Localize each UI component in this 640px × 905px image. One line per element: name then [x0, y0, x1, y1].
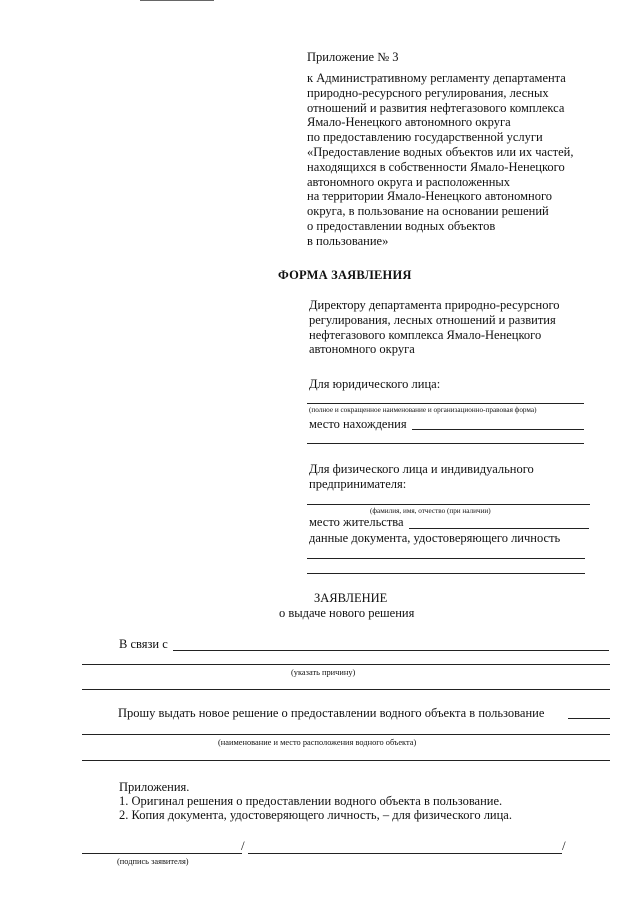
individual-heading-1: Для физического лица и индивидуального [309, 462, 534, 476]
reason-line-2[interactable] [82, 664, 610, 665]
statement-title: ЗАЯВЛЕНИЕ [314, 591, 388, 605]
addressee-line: нефтегазового комплекса Ямало-Ненецкого [309, 327, 542, 342]
legal-entity-name-hint: (полное и сокращенное наименование и организационно-правовая форма) [309, 406, 537, 414]
signature-line[interactable] [82, 853, 242, 854]
document-label: данные документа, удостоверяющего личность [309, 531, 561, 545]
location-label: место нахождения [309, 417, 407, 431]
appendix-line: Ямало-Ненецкого автономного округа [307, 115, 511, 130]
addressee-line: регулирования, лесных отношений и развития [309, 312, 556, 327]
legal-entity-name-line[interactable] [307, 403, 584, 404]
individual-name-line[interactable] [307, 504, 590, 505]
addressee-line: автономного округа [309, 342, 415, 357]
addressee-line: Директору департамента природно-ресурсного [309, 298, 560, 312]
residence-label: место жительства [309, 515, 404, 529]
location-line-2[interactable] [307, 443, 584, 444]
individual-name-hint: (фамилия, имя, отчество (при наличии) [370, 507, 491, 515]
reason-hint: (указать причину) [291, 668, 356, 677]
reason-label: В связи с [119, 637, 168, 651]
appendix-line: по предоставлению государственной услуги [307, 130, 543, 145]
appendix-line: находящихся в собственности Ямало-Ненецкого [307, 159, 565, 174]
water-object-hint: (наименование и место расположения водного объекта) [218, 738, 417, 747]
appendix-text [307, 71, 573, 249]
signature-separator-1: / [241, 838, 245, 853]
statement-subtitle: о выдаче нового решения [279, 606, 415, 620]
signature-name-line[interactable] [248, 853, 562, 854]
location-line[interactable] [412, 429, 584, 430]
addressee [309, 298, 560, 357]
individual-heading-2: предпринимателя: [309, 477, 407, 491]
legal-entity-heading: Для юридического лица: [309, 377, 441, 391]
reason-line-3[interactable] [82, 689, 610, 690]
appendix-line: на территории Ямало-Ненецкого автономного [307, 189, 553, 204]
appendix-line: «Предоставление водных объектов или их частей, [307, 144, 574, 159]
form-title: ФОРМА ЗАЯВЛЕНИЯ [278, 268, 412, 282]
appendix-line: природно-ресурсного регулирования, лесных [307, 85, 549, 100]
appendix-number: Приложение № 3 [307, 50, 399, 64]
water-object-line-1[interactable] [82, 734, 610, 735]
scan-top-mark [140, 0, 214, 1]
document-line-1[interactable] [307, 558, 585, 559]
attachment-item-1: 1. Оригинал решения о предоставлении водного объекта в пользование. [119, 794, 503, 808]
appendix-line: автономного округа и расположенных [307, 174, 511, 189]
appendix-line: округа, в пользование на основании решений [307, 204, 549, 219]
appendix-line: отношений и развития нефтегазового комплекса [307, 100, 565, 115]
appendix-line: в пользование» [307, 233, 389, 248]
residence-line[interactable] [409, 528, 589, 529]
reason-line-1[interactable] [173, 650, 609, 651]
attachments-heading: Приложения. [119, 780, 190, 794]
attachment-item-2: 2. Копия документа, удостоверяющего личность, – для физического лица. [119, 808, 512, 822]
water-object-line-2[interactable] [82, 760, 610, 761]
document-line-2[interactable] [307, 573, 585, 574]
request-text: Прошу выдать новое решение о предоставлении водного объекта в пользование [118, 706, 545, 720]
signature-hint: (подпись заявителя) [117, 857, 189, 866]
appendix-line: о предоставлении водных объектов [307, 218, 496, 233]
appendix-line: к Административному регламенту департамента [307, 71, 566, 85]
request-line-end[interactable] [568, 718, 610, 719]
signature-separator-2: / [562, 838, 566, 853]
